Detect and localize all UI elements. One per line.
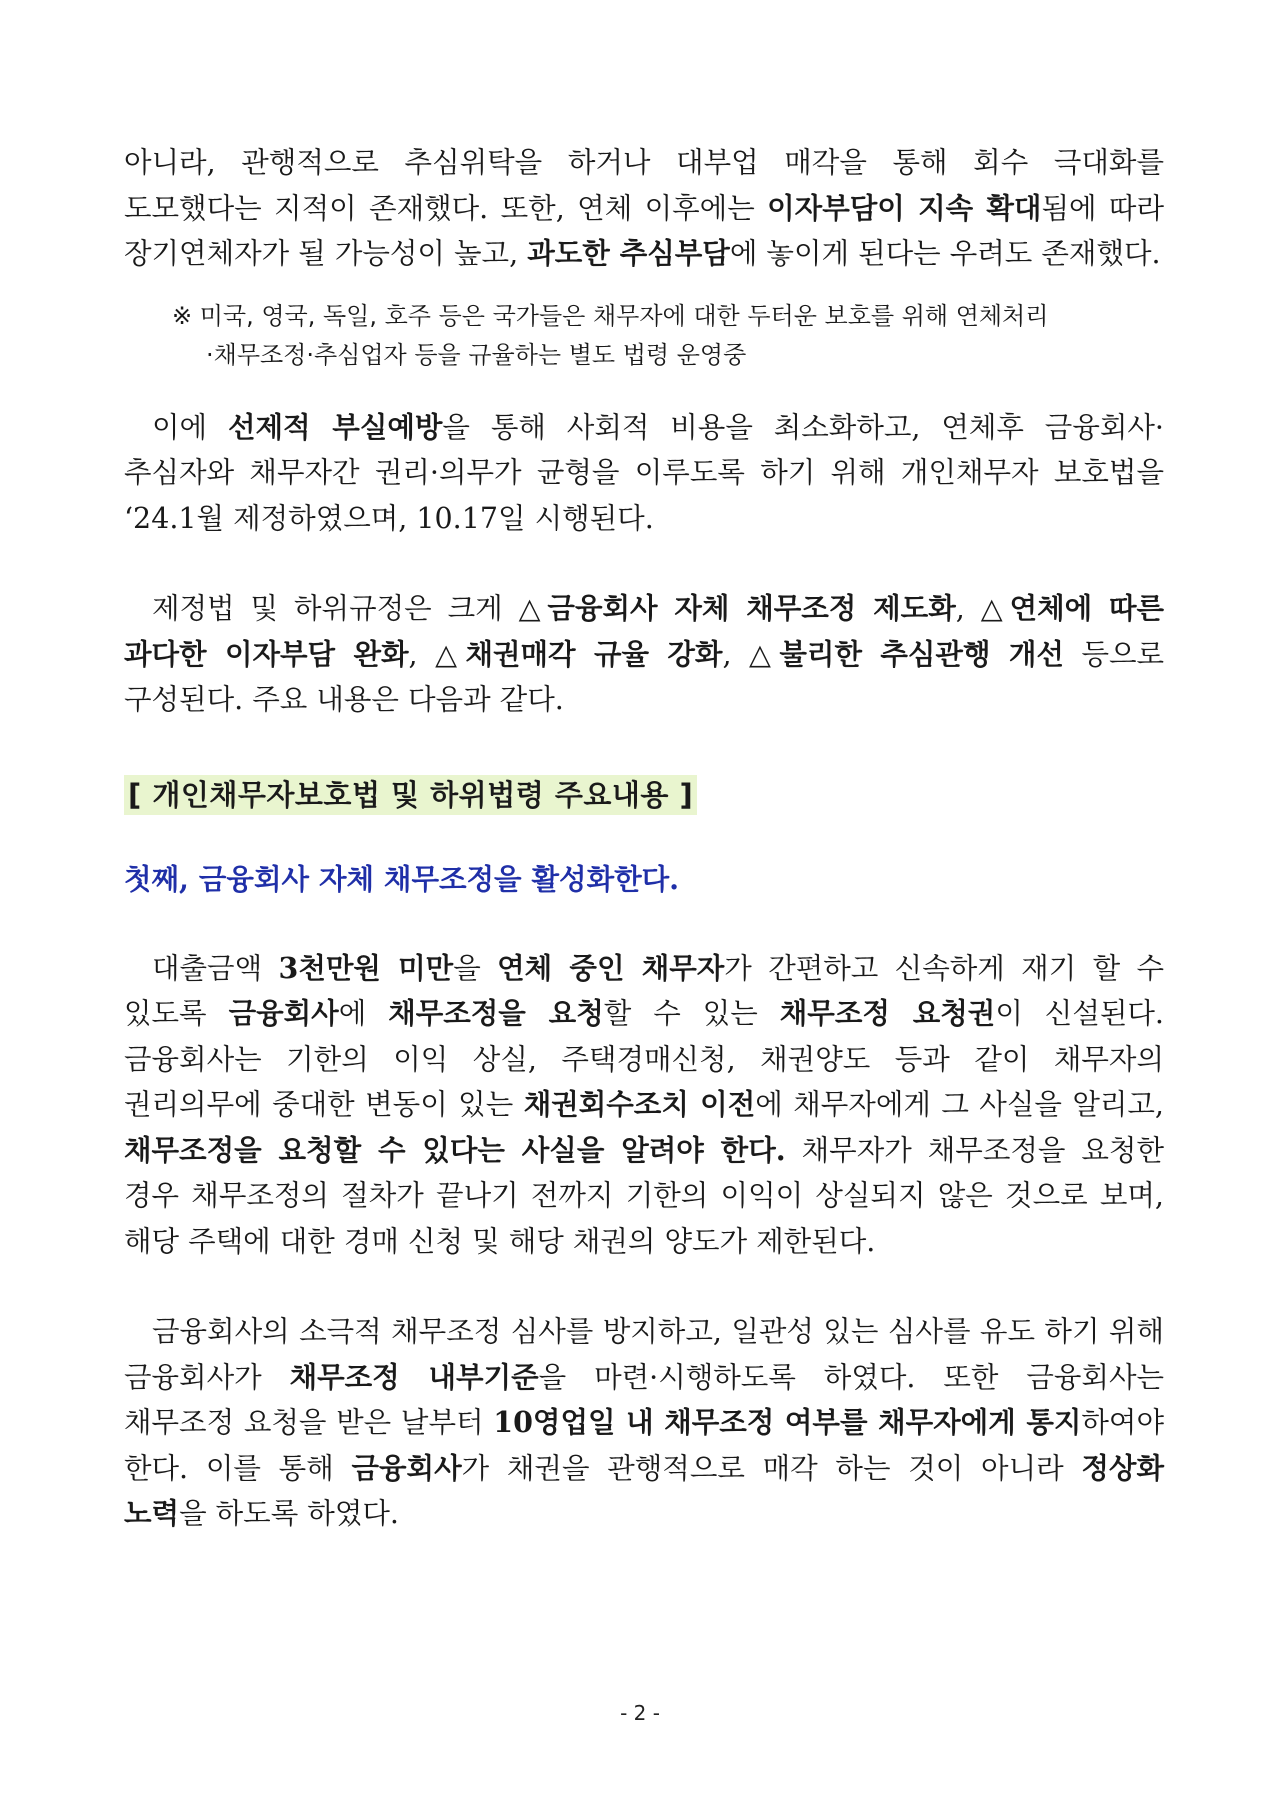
text: 가 간편하고 신속하게 재기 할 수 있도록 — [124, 951, 1165, 1030]
text: 에 — [338, 997, 389, 1030]
paragraph-4 — [124, 946, 1164, 1265]
emphasis: 연체 중인 채무자 — [497, 950, 725, 985]
text: 등으로 구성된다. 주요 내용은 다음과 같다. — [124, 637, 1165, 716]
paragraph-2 — [124, 405, 1164, 542]
text: 에 놓이게 된다는 우려도 존재했다. — [729, 237, 1161, 270]
text: 가 채권을 관행적으로 매각 하는 것이 아니라 — [461, 1451, 1082, 1485]
emphasis: 채권매각 규율 강화 — [465, 636, 723, 671]
emphasis: 10영업일 내 채무조정 여부를 채무자에게 통지 — [493, 1405, 1082, 1439]
emphasis: 채무조정을 요청 — [388, 996, 604, 1030]
emphasis: 연체에 따른 과다한 이자부담 완화 — [124, 591, 1165, 671]
text: 아니라, 관행적으로 추심위탁을 하거나 대부업 매각을 통해 회수 극대화를 도모했다는 지적이 존재했다. 또한, 연체 이후에는 — [124, 146, 1164, 225]
paragraph-3 — [124, 586, 1164, 723]
emphasis: 정상화 노력 — [124, 1450, 1164, 1530]
text: 을 — [453, 951, 498, 985]
paragraph-5 — [124, 1309, 1164, 1537]
text: 을 마련·시행하도록 하였다. 또한 금융회사는 채무조정 요청을 받은 날부터 — [124, 1360, 1165, 1439]
text: 이에 — [152, 410, 228, 444]
text: 에 채무자에게 그 사실을 알리고, — [755, 1088, 1164, 1121]
emphasis: 금융회사 자체 채무조정 제도화 — [547, 591, 956, 625]
text: , △ — [955, 592, 1010, 625]
emphasis: 채무조정을 요청할 수 있다는 사실을 알려야 한다. — [124, 1132, 786, 1167]
emphasis: 과도한 추심부담 — [527, 236, 730, 270]
text: , △ — [722, 637, 780, 671]
text: 제정법 및 하위규정은 크게 △ — [152, 592, 548, 625]
emphasis: 금융회사 — [351, 1450, 462, 1485]
text: 이 신설된다. 금융회사는 기한의 이익 상실, 주택경매신청, 채권양도 등과 같이 채무자의 권리의무에 중대한 변동이 있는 — [124, 997, 1164, 1121]
section-title: [ 개인채무자보호법 및 하위법령 주요내용 ] — [124, 775, 697, 815]
text: 하여야 한다. 이를 통해 — [124, 1406, 1164, 1485]
footnote — [172, 297, 1164, 375]
footnote-line-1: ※ 미국, 영국, 독일, 호주 등은 국가들은 채무자에 대한 두터운 보호를 위해 연체처리 — [172, 301, 1049, 330]
emphasis: 3천만원 미만 — [278, 950, 454, 985]
text: 금융회사의 소극적 채무조정 심사를 방지하고, 일관성 있는 심사를 유도 하기 위해 금융회사가 — [124, 1315, 1164, 1394]
footnote-line-2: ·채무조정·추심업자 등을 규율하는 별도 법령 운영중 — [206, 340, 747, 369]
paragraph-1 — [124, 140, 1164, 277]
sub-title: 첫째, 금융회사 자체 채무조정을 활성화한다. — [124, 861, 680, 896]
text: 을 통해 사회적 비용을 최소화하고, 연체후 금융회사·추심자와 채무자간 권리·의무가 균형을 이루도록 하기 위해 개인채무자 보호법을 ‘24.1월 제정하였으며, 10.17일 시행된다. — [124, 410, 1164, 535]
emphasis: 금융회사 — [228, 996, 339, 1030]
emphasis: 채무조정 요청권 — [779, 996, 996, 1030]
emphasis: 채무조정 내부기준 — [289, 1359, 539, 1394]
emphasis: 불리한 추심관행 개선 — [779, 636, 1064, 671]
text: , △ — [408, 637, 466, 671]
text: 대출금액 — [152, 951, 279, 985]
text: 할 수 있는 — [603, 997, 780, 1030]
text: 채무자가 채무조정을 요청한 경우 채무조정의 절차가 끝나기 전까지 기한의 이익이 상실되지 않은 것으로 보며, 해당 주택에 대한 경매 신청 및 해당 채권의 양도가 제한된다. — [124, 1133, 1164, 1258]
document-body — [124, 140, 1164, 1537]
emphasis: 채권회수조치 이전 — [523, 1087, 756, 1121]
emphasis: 선제적 부실예방 — [227, 409, 443, 444]
text: 됨에 따라 장기연체자가 될 가능성이 높고, — [124, 191, 1164, 270]
page-number: - 2 - — [620, 1701, 660, 1725]
emphasis: 이자부담이 지속 확대 — [767, 190, 1042, 225]
text: 을 하도록 하였다. — [179, 1497, 399, 1530]
